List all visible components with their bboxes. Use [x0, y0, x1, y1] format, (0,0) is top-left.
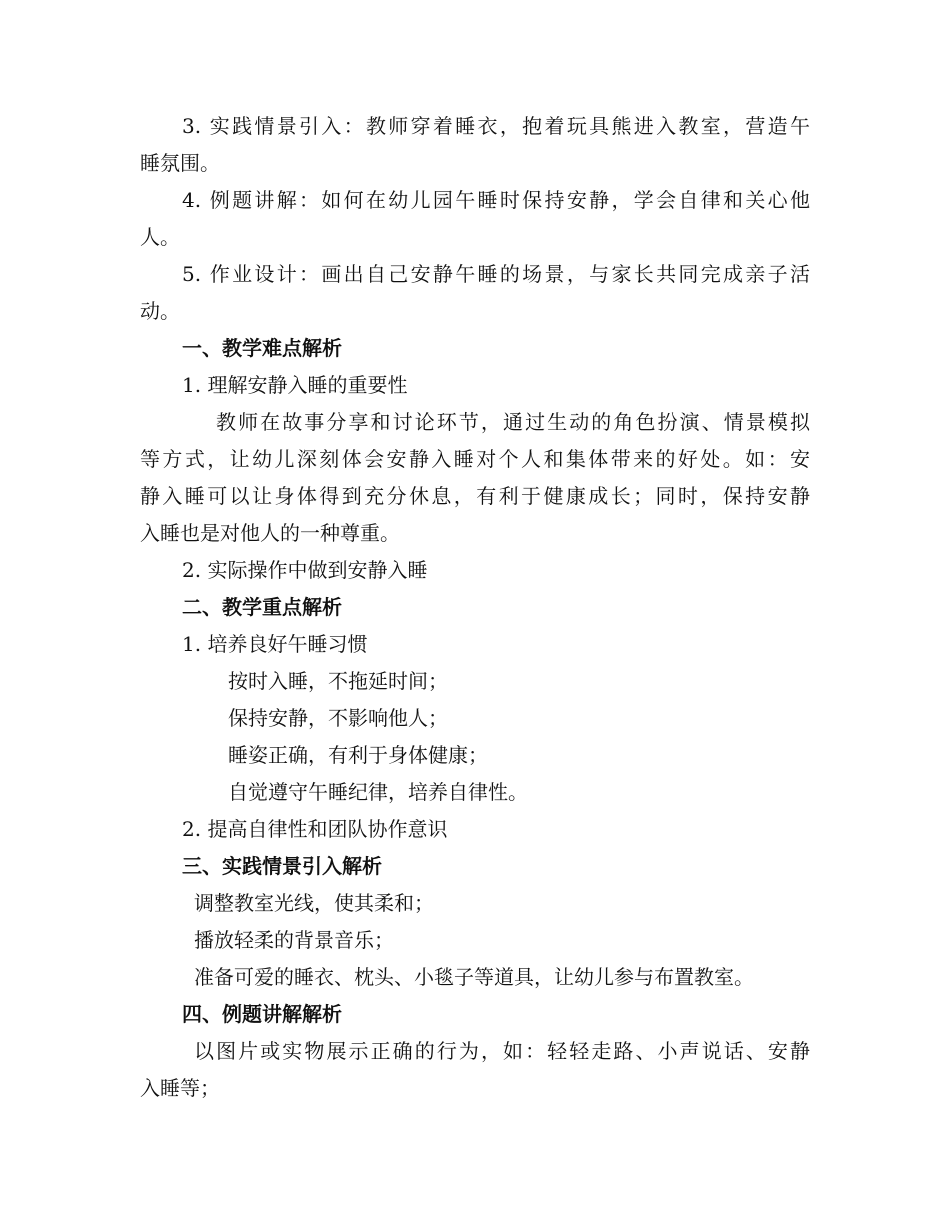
text-line-16: 按时入睡，不拖延时间；: [228, 669, 448, 693]
text-line-12: 入睡也是对他人的一种尊重。: [140, 521, 400, 545]
text-line-13: 2. 实际操作中做到安静入睡: [182, 558, 428, 582]
text-line-10: 等方式，让幼儿深刻体会安静入睡对个人和集体带来的好处。如：安: [140, 447, 810, 471]
text-line-4: 人。: [140, 225, 180, 249]
text-line-8: 1. 理解安静入睡的重要性: [182, 373, 408, 397]
section-heading-4: 四、例题讲解解析: [182, 1002, 342, 1026]
text-line-24: 准备可爱的睡衣、枕头、小毯子等道具，让幼儿参与布置教室。: [194, 965, 754, 989]
text-line-15: 1. 培养良好午睡习惯: [182, 632, 368, 656]
text-line-26: 以图片或实物展示正确的行为，如：轻轻走路、小声说话、安静: [194, 1039, 810, 1063]
text-line-23: 播放轻柔的背景音乐；: [194, 928, 394, 952]
section-heading-1: 一、教学难点解析: [182, 336, 342, 360]
text-line-19: 自觉遵守午睡纪律，培养自律性。: [228, 780, 528, 804]
text-line-11: 静入睡可以让身体得到充分休息，有利于健康成长；同时，保持安静: [140, 484, 810, 508]
text-line-3: 4. 例题讲解：如何在幼儿园午睡时保持安静，学会自律和关心他: [182, 188, 810, 212]
text-line-6: 动。: [140, 299, 180, 323]
text-line-2: 睡氛围。: [140, 151, 220, 175]
text-line-9: 教师在故事分享和讨论环节，通过生动的角色扮演、情景模拟: [216, 410, 810, 434]
text-line-17: 保持安静，不影响他人；: [228, 706, 448, 730]
text-line-5: 5. 作业设计：画出自己安静午睡的场景，与家长共同完成亲子活: [182, 262, 810, 286]
text-line-1: 3. 实践情景引入：教师穿着睡衣，抱着玩具熊进入教室，营造午: [182, 114, 810, 138]
text-line-22: 调整教室光线，使其柔和；: [194, 891, 434, 915]
text-line-18: 睡姿正确，有利于身体健康；: [228, 743, 488, 767]
section-heading-3: 三、实践情景引入解析: [182, 854, 382, 878]
text-line-27: 入睡等；: [140, 1076, 220, 1100]
section-heading-2: 二、教学重点解析: [182, 595, 342, 619]
text-line-20: 2. 提高自律性和团队协作意识: [182, 817, 448, 841]
